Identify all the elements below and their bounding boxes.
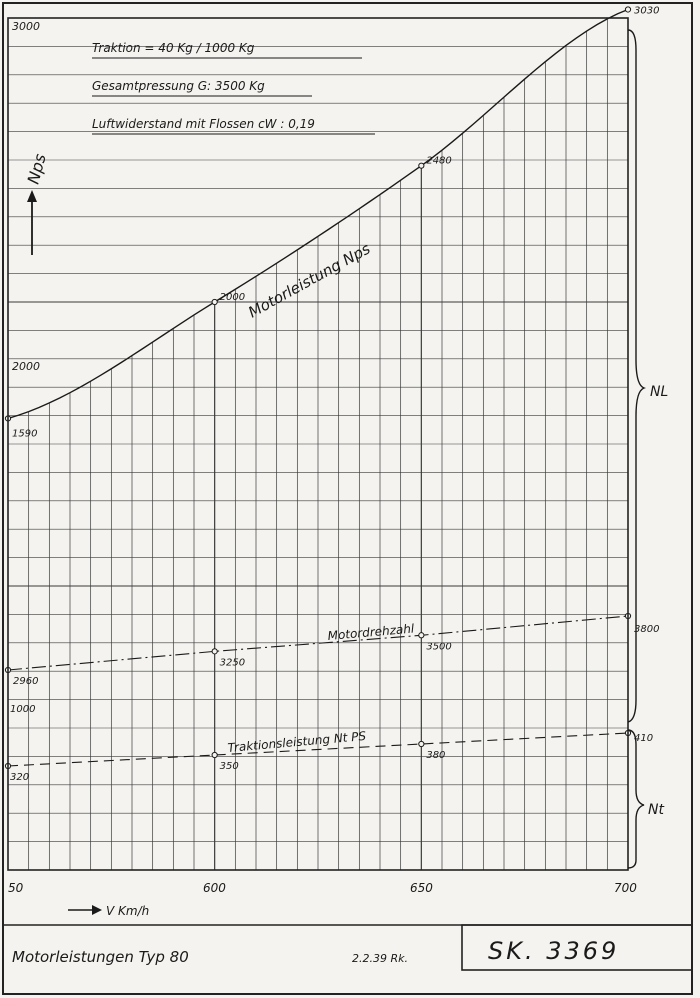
bracket-label-nl: NL — [650, 384, 669, 400]
series-label-motordrehzahl: Motordrehzahl — [327, 621, 415, 643]
data-label: 1590 — [12, 428, 38, 440]
annotation-traktion: Traktion = 40 Kg / 1000 Kg — [92, 41, 255, 55]
series-label-motorleistung: Motorleistung Nps — [245, 239, 374, 322]
data-label: 2480 — [426, 155, 452, 167]
x-tick-label: 700 — [614, 881, 637, 895]
data-label: 3800 — [634, 624, 660, 635]
series-label-traktionsleistung: Traktionsleistung Nt PS — [227, 728, 367, 755]
y-tick-label: 1000 — [10, 704, 36, 715]
data-point — [625, 7, 630, 12]
data-label: 3250 — [219, 657, 246, 669]
y-tick-label: 3000 — [12, 20, 40, 33]
x-tick-label: 650 — [410, 881, 433, 895]
data-point — [212, 752, 217, 757]
bracket-nl — [628, 30, 644, 722]
bracket-label-nt: Nt — [648, 802, 664, 818]
data-label: 380 — [426, 750, 446, 761]
data-label: 3030 — [634, 5, 660, 17]
data-point — [419, 741, 424, 746]
data-label: 410 — [634, 733, 654, 744]
y-tick-label: 2000 — [12, 360, 40, 373]
data-label: 350 — [219, 761, 239, 772]
x-tick-label: 50 — [8, 881, 24, 895]
y-axis-label: Nps — [23, 151, 50, 187]
annotation-luftwiderstand: Luftwiderstand mit Flossen cW : 0,19 — [92, 117, 315, 131]
sheet-border — [3, 3, 692, 994]
footer-title: Motorleistungen Typ 80 — [12, 948, 189, 966]
data-point — [419, 633, 424, 638]
drawing-number: SK. 3369 — [488, 937, 620, 965]
data-label: 2960 — [13, 676, 39, 687]
data-point — [212, 299, 217, 304]
data-point — [419, 163, 424, 168]
bracket-nt — [628, 730, 644, 868]
data-point — [212, 649, 217, 654]
x-axis-arrowhead — [92, 905, 102, 915]
footer-date: 2.2.39 Rk. — [352, 952, 408, 965]
data-label: 320 — [10, 772, 30, 783]
data-label: 3500 — [426, 641, 452, 653]
x-axis-label: V Km/h — [106, 904, 150, 918]
x-tick-label: 600 — [203, 881, 226, 895]
y-axis-arrowhead — [27, 190, 37, 202]
annotation-gesamtpressung: Gesamtpressung G: 3500 Kg — [92, 79, 265, 93]
data-label: 2000 — [219, 292, 246, 303]
